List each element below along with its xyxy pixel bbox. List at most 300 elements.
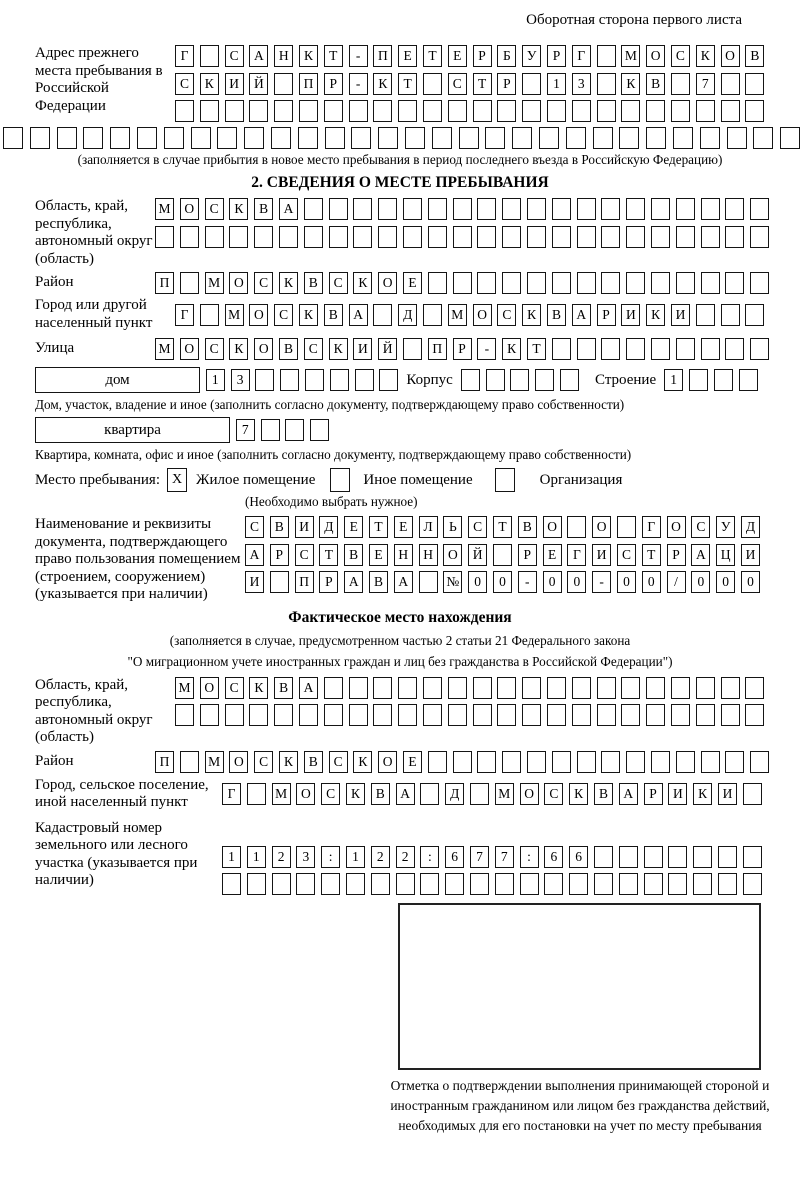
char-box[interactable]: [693, 846, 712, 868]
char-box[interactable]: [714, 369, 733, 391]
char-box[interactable]: [423, 304, 442, 326]
char-box[interactable]: [725, 198, 744, 220]
char-box[interactable]: [398, 677, 417, 699]
char-box[interactable]: [272, 873, 291, 895]
char-box[interactable]: [572, 704, 591, 726]
char-box[interactable]: К: [279, 272, 298, 294]
char-box[interactable]: [522, 677, 541, 699]
char-box[interactable]: У: [522, 45, 541, 67]
char-box[interactable]: С: [329, 751, 348, 773]
char-box[interactable]: [696, 677, 715, 699]
char-box[interactable]: О: [443, 544, 462, 566]
char-box[interactable]: [621, 677, 640, 699]
char-box[interactable]: Р: [453, 338, 472, 360]
char-box[interactable]: [718, 846, 737, 868]
char-box[interactable]: М: [205, 751, 224, 773]
char-box[interactable]: Т: [642, 544, 661, 566]
char-box[interactable]: Л: [419, 516, 438, 538]
char-box[interactable]: Г: [642, 516, 661, 538]
char-box[interactable]: [651, 338, 670, 360]
char-box[interactable]: [626, 272, 645, 294]
char-box[interactable]: [274, 73, 293, 95]
char-box[interactable]: С: [544, 783, 563, 805]
char-box[interactable]: [577, 338, 596, 360]
char-box[interactable]: П: [295, 571, 314, 593]
char-box[interactable]: К: [373, 73, 392, 95]
char-box[interactable]: Г: [175, 45, 194, 67]
char-box[interactable]: [743, 783, 762, 805]
char-box[interactable]: П: [373, 45, 392, 67]
char-box[interactable]: О: [296, 783, 315, 805]
char-box[interactable]: [626, 226, 645, 248]
char-box[interactable]: М: [205, 272, 224, 294]
char-box[interactable]: С: [329, 272, 348, 294]
char-box[interactable]: [597, 100, 616, 122]
char-box[interactable]: [254, 226, 273, 248]
char-box[interactable]: [477, 198, 496, 220]
char-box[interactable]: М: [448, 304, 467, 326]
char-box[interactable]: Т: [493, 516, 512, 538]
char-box[interactable]: 6: [544, 846, 563, 868]
char-box[interactable]: Р: [644, 783, 663, 805]
char-box[interactable]: М: [175, 677, 194, 699]
char-box[interactable]: [225, 704, 244, 726]
char-box[interactable]: Е: [403, 272, 422, 294]
char-box[interactable]: [324, 100, 343, 122]
char-box[interactable]: [597, 45, 616, 67]
char-box[interactable]: В: [369, 571, 388, 593]
char-box[interactable]: С: [225, 45, 244, 67]
char-box[interactable]: [274, 100, 293, 122]
char-box[interactable]: [495, 873, 514, 895]
char-box[interactable]: [261, 419, 280, 441]
char-box[interactable]: П: [428, 338, 447, 360]
char-box[interactable]: :: [520, 846, 539, 868]
char-box[interactable]: [547, 704, 566, 726]
char-box[interactable]: Т: [398, 73, 417, 95]
char-box[interactable]: Т: [324, 45, 343, 67]
char-box[interactable]: [547, 677, 566, 699]
char-box[interactable]: [349, 677, 368, 699]
char-box[interactable]: 2: [272, 846, 291, 868]
char-box[interactable]: -: [349, 73, 368, 95]
char-box[interactable]: О: [543, 516, 562, 538]
char-box[interactable]: Е: [394, 516, 413, 538]
char-box[interactable]: [180, 751, 199, 773]
char-box[interactable]: О: [646, 45, 665, 67]
char-box[interactable]: [200, 45, 219, 67]
char-box[interactable]: Р: [319, 571, 338, 593]
char-box[interactable]: [676, 226, 695, 248]
char-box[interactable]: [477, 272, 496, 294]
char-box[interactable]: А: [279, 198, 298, 220]
char-box[interactable]: В: [646, 73, 665, 95]
char-box[interactable]: Р: [667, 544, 686, 566]
char-box[interactable]: А: [344, 571, 363, 593]
char-box[interactable]: [110, 127, 130, 149]
char-box[interactable]: А: [394, 571, 413, 593]
checkbox-organization[interactable]: [495, 468, 515, 492]
char-box[interactable]: К: [299, 304, 318, 326]
char-box[interactable]: А: [691, 544, 710, 566]
char-box[interactable]: [552, 751, 571, 773]
char-box[interactable]: [428, 198, 447, 220]
char-box[interactable]: [175, 100, 194, 122]
char-box[interactable]: :: [321, 846, 340, 868]
char-box[interactable]: [200, 304, 219, 326]
char-box[interactable]: [497, 677, 516, 699]
char-box[interactable]: М: [621, 45, 640, 67]
char-box[interactable]: О: [473, 304, 492, 326]
char-box[interactable]: [701, 272, 720, 294]
char-box[interactable]: [432, 127, 452, 149]
char-box[interactable]: Р: [518, 544, 537, 566]
char-box[interactable]: [247, 783, 266, 805]
char-box[interactable]: [349, 100, 368, 122]
checkbox-other-premises[interactable]: [330, 468, 350, 492]
char-box[interactable]: 2: [396, 846, 415, 868]
char-box[interactable]: Й: [378, 338, 397, 360]
char-box[interactable]: [522, 100, 541, 122]
char-box[interactable]: [745, 677, 764, 699]
char-box[interactable]: [753, 127, 773, 149]
char-box[interactable]: [473, 704, 492, 726]
char-box[interactable]: [644, 846, 663, 868]
char-box[interactable]: [373, 677, 392, 699]
char-box[interactable]: 7: [470, 846, 489, 868]
char-box[interactable]: И: [295, 516, 314, 538]
char-box[interactable]: [378, 198, 397, 220]
char-box[interactable]: [673, 127, 693, 149]
char-box[interactable]: 3: [296, 846, 315, 868]
char-box[interactable]: М: [225, 304, 244, 326]
char-box[interactable]: [594, 846, 613, 868]
char-box[interactable]: [676, 272, 695, 294]
char-box[interactable]: Г: [175, 304, 194, 326]
char-box[interactable]: Г: [222, 783, 241, 805]
char-box[interactable]: [619, 873, 638, 895]
char-box[interactable]: Т: [369, 516, 388, 538]
char-box[interactable]: [701, 338, 720, 360]
char-box[interactable]: [527, 226, 546, 248]
char-box[interactable]: [651, 751, 670, 773]
char-box[interactable]: [552, 272, 571, 294]
char-box[interactable]: [619, 846, 638, 868]
char-box[interactable]: [485, 127, 505, 149]
char-box[interactable]: [299, 704, 318, 726]
char-box[interactable]: О: [229, 272, 248, 294]
char-box[interactable]: [229, 226, 248, 248]
char-box[interactable]: М: [272, 783, 291, 805]
char-box[interactable]: [671, 677, 690, 699]
char-box[interactable]: [379, 369, 398, 391]
char-box[interactable]: С: [274, 304, 293, 326]
char-box[interactable]: [448, 704, 467, 726]
char-box[interactable]: В: [518, 516, 537, 538]
char-box[interactable]: [296, 873, 315, 895]
char-box[interactable]: [453, 226, 472, 248]
char-box[interactable]: [191, 127, 211, 149]
char-box[interactable]: В: [304, 751, 323, 773]
char-box[interactable]: О: [180, 198, 199, 220]
char-box[interactable]: [137, 127, 157, 149]
char-box[interactable]: [577, 198, 596, 220]
char-box[interactable]: 0: [716, 571, 735, 593]
char-box[interactable]: Т: [423, 45, 442, 67]
char-box[interactable]: О: [592, 516, 611, 538]
char-box[interactable]: [353, 226, 372, 248]
char-box[interactable]: [470, 783, 489, 805]
char-box[interactable]: [646, 704, 665, 726]
char-box[interactable]: Г: [572, 45, 591, 67]
char-box[interactable]: В: [274, 677, 293, 699]
char-box[interactable]: [453, 272, 472, 294]
char-box[interactable]: [428, 272, 447, 294]
char-box[interactable]: [601, 226, 620, 248]
char-box[interactable]: О: [378, 751, 397, 773]
char-box[interactable]: [477, 226, 496, 248]
char-box[interactable]: [459, 127, 479, 149]
char-box[interactable]: 3: [572, 73, 591, 95]
char-box[interactable]: [222, 873, 241, 895]
char-box[interactable]: О: [520, 783, 539, 805]
char-box[interactable]: [539, 127, 559, 149]
char-box[interactable]: 6: [569, 846, 588, 868]
char-box[interactable]: Р: [473, 45, 492, 67]
char-box[interactable]: Т: [319, 544, 338, 566]
char-box[interactable]: [329, 198, 348, 220]
char-box[interactable]: [520, 873, 539, 895]
char-box[interactable]: 0: [741, 571, 760, 593]
char-box[interactable]: [552, 226, 571, 248]
char-box[interactable]: [420, 873, 439, 895]
char-box[interactable]: А: [249, 45, 268, 67]
char-box[interactable]: [572, 677, 591, 699]
char-box[interactable]: [671, 704, 690, 726]
char-box[interactable]: Р: [597, 304, 616, 326]
char-box[interactable]: 1: [247, 846, 266, 868]
char-box[interactable]: А: [396, 783, 415, 805]
char-box[interactable]: [419, 571, 438, 593]
char-box[interactable]: К: [502, 338, 521, 360]
char-box[interactable]: М: [495, 783, 514, 805]
char-box[interactable]: [750, 272, 769, 294]
char-box[interactable]: [83, 127, 103, 149]
char-box[interactable]: [527, 751, 546, 773]
char-box[interactable]: С: [295, 544, 314, 566]
char-box[interactable]: [453, 751, 472, 773]
char-box[interactable]: [353, 198, 372, 220]
char-box[interactable]: [535, 369, 554, 391]
char-box[interactable]: 1: [547, 73, 566, 95]
char-box[interactable]: [423, 704, 442, 726]
char-box[interactable]: [304, 226, 323, 248]
char-box[interactable]: К: [353, 272, 372, 294]
char-box[interactable]: [493, 544, 512, 566]
char-box[interactable]: [552, 198, 571, 220]
char-box[interactable]: [721, 704, 740, 726]
char-box[interactable]: С: [691, 516, 710, 538]
char-box[interactable]: [676, 198, 695, 220]
char-box[interactable]: Г: [567, 544, 586, 566]
char-box[interactable]: Е: [543, 544, 562, 566]
char-box[interactable]: [626, 338, 645, 360]
char-box[interactable]: [420, 783, 439, 805]
char-box[interactable]: [750, 226, 769, 248]
char-box[interactable]: [448, 100, 467, 122]
char-box[interactable]: С: [254, 751, 273, 773]
char-box[interactable]: [745, 73, 764, 95]
char-box[interactable]: [279, 226, 298, 248]
char-box[interactable]: [696, 304, 715, 326]
char-box[interactable]: [271, 127, 291, 149]
char-box[interactable]: К: [229, 198, 248, 220]
char-box[interactable]: [651, 226, 670, 248]
char-box[interactable]: [502, 272, 521, 294]
char-box[interactable]: [621, 704, 640, 726]
char-box[interactable]: [597, 704, 616, 726]
char-box[interactable]: [651, 272, 670, 294]
char-box[interactable]: К: [329, 338, 348, 360]
char-box[interactable]: А: [572, 304, 591, 326]
char-box[interactable]: [725, 338, 744, 360]
char-box[interactable]: К: [353, 751, 372, 773]
char-box[interactable]: [671, 100, 690, 122]
char-box[interactable]: [200, 704, 219, 726]
char-box[interactable]: [725, 751, 744, 773]
char-box[interactable]: С: [321, 783, 340, 805]
char-box[interactable]: Т: [527, 338, 546, 360]
char-box[interactable]: [676, 751, 695, 773]
char-box[interactable]: [727, 127, 747, 149]
char-box[interactable]: [285, 419, 304, 441]
char-box[interactable]: [743, 846, 762, 868]
char-box[interactable]: 0: [617, 571, 636, 593]
char-box[interactable]: [566, 127, 586, 149]
char-box[interactable]: [448, 677, 467, 699]
char-box[interactable]: [567, 516, 586, 538]
char-box[interactable]: [693, 873, 712, 895]
char-box[interactable]: [486, 369, 505, 391]
char-box[interactable]: [601, 338, 620, 360]
char-box[interactable]: В: [745, 45, 764, 67]
char-box[interactable]: [373, 100, 392, 122]
char-box[interactable]: [329, 226, 348, 248]
char-box[interactable]: [512, 127, 532, 149]
char-box[interactable]: Н: [394, 544, 413, 566]
char-box[interactable]: Д: [319, 516, 338, 538]
char-box[interactable]: К: [299, 45, 318, 67]
char-box[interactable]: [175, 704, 194, 726]
char-box[interactable]: И: [671, 304, 690, 326]
char-box[interactable]: [701, 751, 720, 773]
char-box[interactable]: [180, 226, 199, 248]
char-box[interactable]: [527, 198, 546, 220]
char-box[interactable]: [721, 677, 740, 699]
char-box[interactable]: [298, 127, 318, 149]
char-box[interactable]: [274, 704, 293, 726]
char-box[interactable]: [403, 338, 422, 360]
char-box[interactable]: О: [229, 751, 248, 773]
char-box[interactable]: [473, 677, 492, 699]
char-box[interactable]: 0: [468, 571, 487, 593]
char-box[interactable]: [461, 369, 480, 391]
char-box[interactable]: А: [245, 544, 264, 566]
char-box[interactable]: [371, 873, 390, 895]
char-box[interactable]: Д: [445, 783, 464, 805]
char-box[interactable]: Е: [369, 544, 388, 566]
char-box[interactable]: [405, 127, 425, 149]
char-box[interactable]: [346, 873, 365, 895]
char-box[interactable]: В: [254, 198, 273, 220]
char-box[interactable]: Т: [473, 73, 492, 95]
char-box[interactable]: С: [497, 304, 516, 326]
char-box[interactable]: [621, 100, 640, 122]
char-box[interactable]: [725, 226, 744, 248]
char-box[interactable]: [470, 873, 489, 895]
char-box[interactable]: [569, 873, 588, 895]
char-box[interactable]: [745, 704, 764, 726]
char-box[interactable]: Р: [324, 73, 343, 95]
char-box[interactable]: И: [245, 571, 264, 593]
char-box[interactable]: [721, 100, 740, 122]
char-box[interactable]: К: [522, 304, 541, 326]
char-box[interactable]: И: [353, 338, 372, 360]
char-box[interactable]: [378, 127, 398, 149]
char-box[interactable]: П: [299, 73, 318, 95]
char-box[interactable]: Б: [497, 45, 516, 67]
char-box[interactable]: 0: [493, 571, 512, 593]
char-box[interactable]: 7: [236, 419, 255, 441]
char-box[interactable]: И: [718, 783, 737, 805]
char-box[interactable]: [180, 272, 199, 294]
char-box[interactable]: 1: [206, 369, 225, 391]
char-box[interactable]: [718, 873, 737, 895]
char-box[interactable]: [3, 127, 23, 149]
char-box[interactable]: С: [254, 272, 273, 294]
char-box[interactable]: 0: [567, 571, 586, 593]
char-box[interactable]: [249, 100, 268, 122]
char-box[interactable]: [423, 677, 442, 699]
char-box[interactable]: [739, 369, 758, 391]
char-box[interactable]: [349, 704, 368, 726]
char-box[interactable]: Н: [274, 45, 293, 67]
char-box[interactable]: [651, 198, 670, 220]
char-box[interactable]: [701, 226, 720, 248]
char-box[interactable]: 1: [346, 846, 365, 868]
char-box[interactable]: [57, 127, 77, 149]
char-box[interactable]: М: [155, 198, 174, 220]
char-box[interactable]: [750, 751, 769, 773]
char-box[interactable]: И: [621, 304, 640, 326]
char-box[interactable]: С: [468, 516, 487, 538]
char-box[interactable]: 1: [222, 846, 241, 868]
char-box[interactable]: И: [668, 783, 687, 805]
char-box[interactable]: [745, 100, 764, 122]
char-box[interactable]: 7: [696, 73, 715, 95]
char-box[interactable]: [725, 272, 744, 294]
char-box[interactable]: [646, 100, 665, 122]
char-box[interactable]: К: [621, 73, 640, 95]
char-box[interactable]: К: [693, 783, 712, 805]
char-box[interactable]: [644, 873, 663, 895]
char-box[interactable]: А: [349, 304, 368, 326]
char-box[interactable]: /: [667, 571, 686, 593]
char-box[interactable]: [255, 369, 274, 391]
char-box[interactable]: [696, 704, 715, 726]
char-box[interactable]: [330, 369, 349, 391]
char-box[interactable]: Е: [344, 516, 363, 538]
